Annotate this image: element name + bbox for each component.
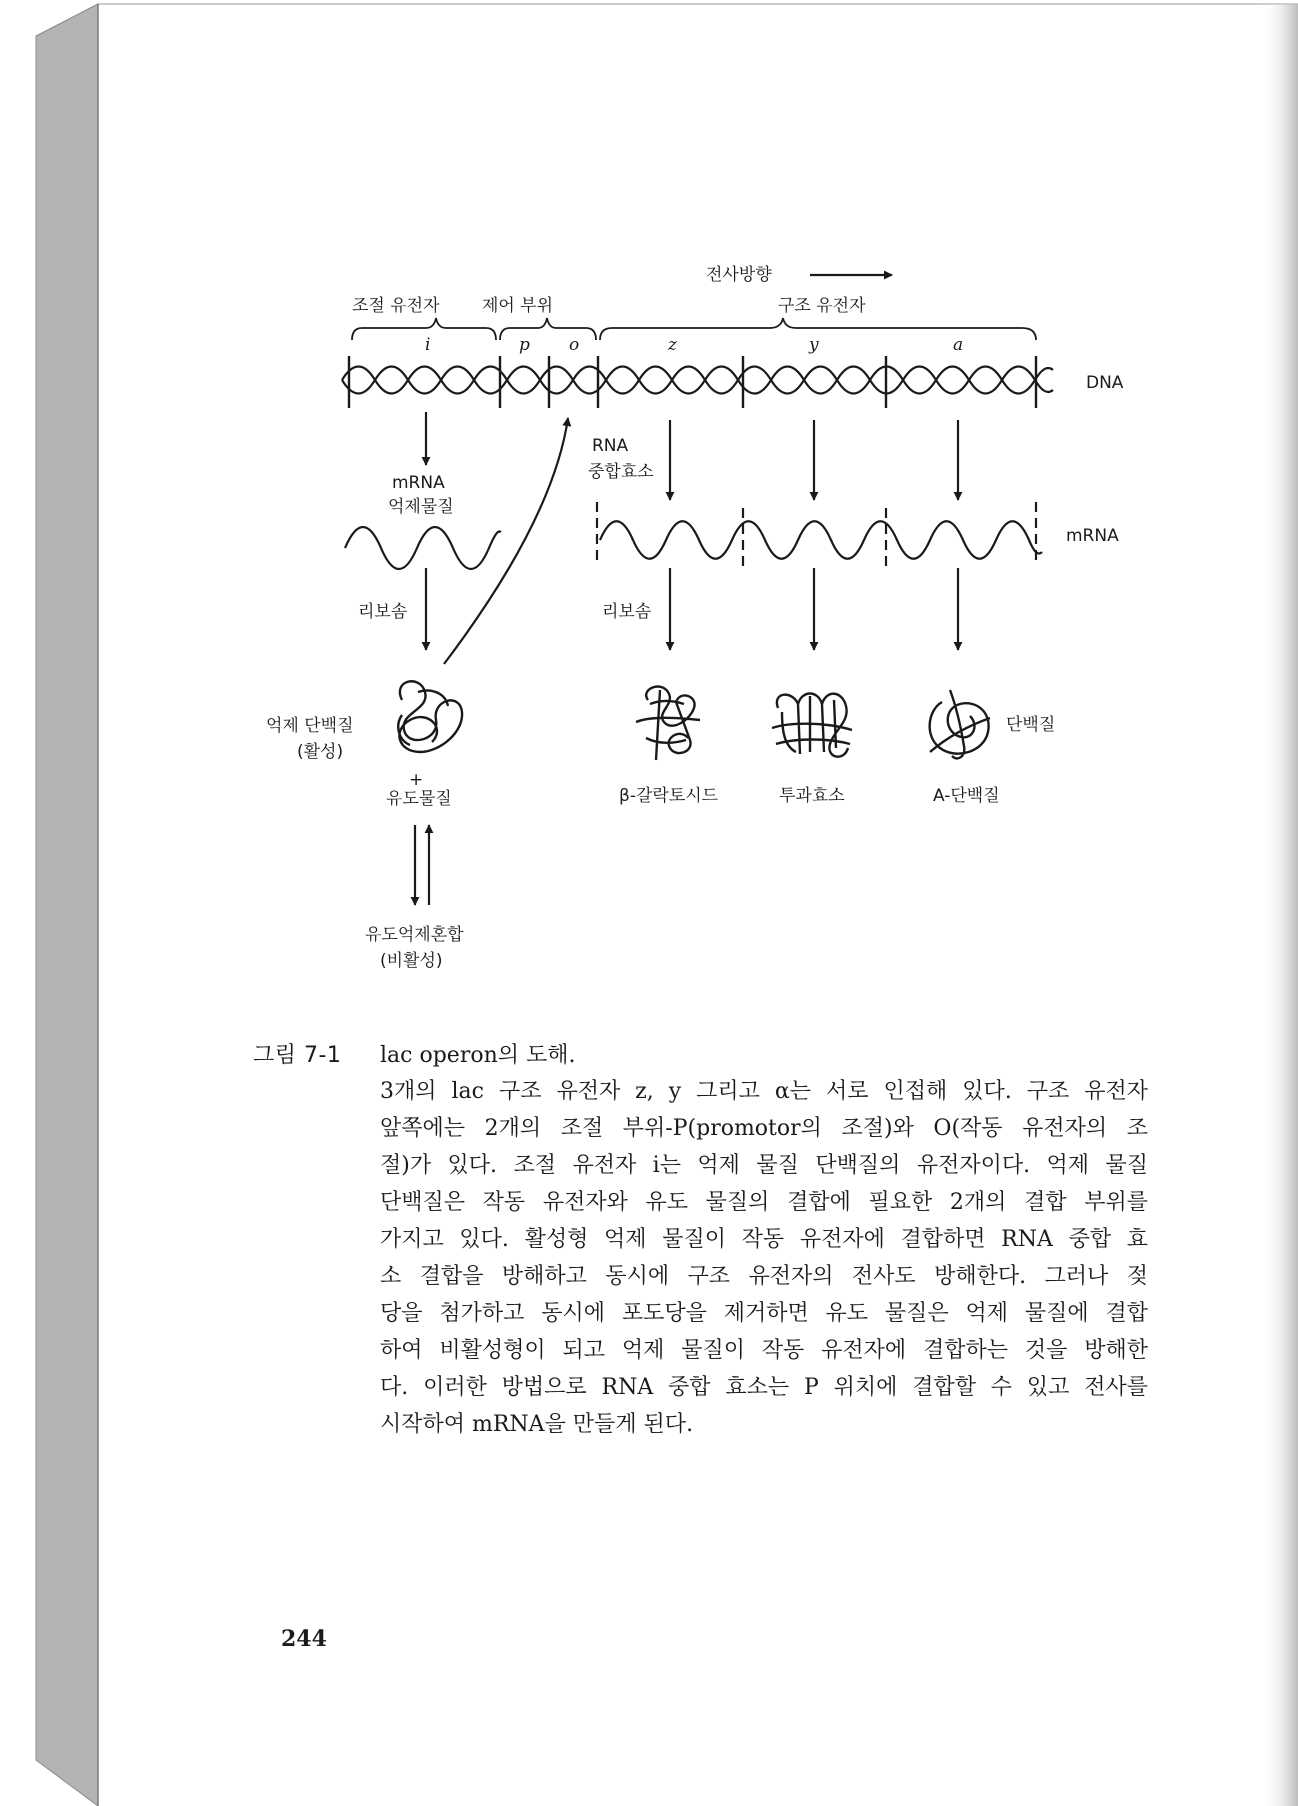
ribosome-label-right: 리보솜 [602,602,652,622]
caption-line: 3개의 lac 구조 유전자 z, y 그리고 α는 서로 인접해 있다. 구조 유전자 [380,1079,1148,1104]
page-right-shadow [1262,4,1298,1806]
product-a-protein-label: A-단백질 [933,786,1000,806]
mrna-wave-right [600,521,1042,559]
caption-line: 소 결합을 방해하고 동시에 구조 유전자의 전사도 방해한다. 그러나 젖 [380,1264,1148,1289]
repressor-binding-arrow [444,418,568,664]
inactive-label: (비활성) [380,951,443,971]
gene-letter-o: o [569,335,580,355]
mrna-label-right: mRNA [1066,526,1119,546]
brace-control [500,318,596,340]
mrna-label-left: mRNA [392,473,445,493]
figure-label: 그림 7-1 [253,1043,342,1068]
gene-letter-p: p [519,335,530,355]
figure-caption-body [380,1073,1148,1443]
ribosome-label-left: 리보솜 [358,602,408,622]
caption-line: 다. 이러한 방법으로 RNA 중합 효소는 P 위치에 결합할 수 있고 전사를 [380,1375,1148,1400]
protein-label: 단백질 [1006,715,1056,735]
gene-letter-a: a [953,335,964,355]
mrna-wave-left [345,527,501,569]
brace-regulator [352,318,496,340]
lac-operon-diagram [266,264,1124,971]
caption-line: 하여 비활성형이 되고 억제 물질이 작동 유전자에 결합하는 것을 방해한 [380,1338,1148,1363]
repressor-protein-label: 억제 단백질 [266,716,354,736]
inducer-label: 유도물질 [386,789,452,809]
caption-line: 가지고 있다. 활성형 억제 물질이 작동 유전자에 결합하면 RNA 중합 효 [380,1227,1148,1252]
gene-letter-y: y [809,335,819,355]
transcription-direction-label: 전사방향 [706,265,772,285]
page-number: 244 [281,1626,327,1652]
figure-title: lac operon의 도해. [380,1043,576,1068]
mrna-gene-boundaries [597,502,1036,570]
rna-polymerase-label-2: 중합효소 [588,462,654,482]
regulator-gene-label: 조절 유전자 [352,296,440,316]
inducer-repressor-complex-label: 유도억제혼합 [365,925,464,945]
caption-line: 시작하여 mRNA을 만들게 된다. [380,1412,694,1437]
caption-line: 단백질은 작동 유전자와 유도 물질의 결합에 필요한 2개의 결합 부위를 [380,1190,1148,1215]
structural-genes-label: 구조 유전자 [778,296,866,316]
caption-line: 절)가 있다. 조절 유전자 i는 억제 물질 단백질의 유전자이다. 억제 물질 [380,1153,1148,1178]
control-site-label: 제어 부위 [482,296,554,316]
gene-letter-i: i [425,335,431,355]
plus-sign: + [409,770,424,790]
beta-galactosidase-shape [636,687,700,760]
rna-polymerase-label-1: RNA [592,436,629,456]
dna-label: DNA [1086,373,1124,393]
product-permease-label: 투과효소 [779,786,845,806]
gene-letter-z: z [668,335,677,355]
permease-shape [772,694,852,757]
a-protein-shape [930,690,990,758]
dna-gene-boundaries [349,356,1036,408]
caption-line: 당을 첨가하고 동시에 포도당을 제거하면 유도 물질은 억제 물질에 결합 [380,1301,1148,1326]
book-spine [36,4,98,1806]
repressor-protein-shape [398,681,462,752]
repressor-active-label: (활성) [297,742,344,762]
caption-line: 앞쪽에는 2개의 조절 부위-P(promotor의 조절)와 O(작동 유전자의 조 [380,1116,1148,1141]
product-beta-galactosidase-label: β-갈락토시드 [619,786,719,806]
repressor-substance-label: 억제물질 [388,497,454,517]
